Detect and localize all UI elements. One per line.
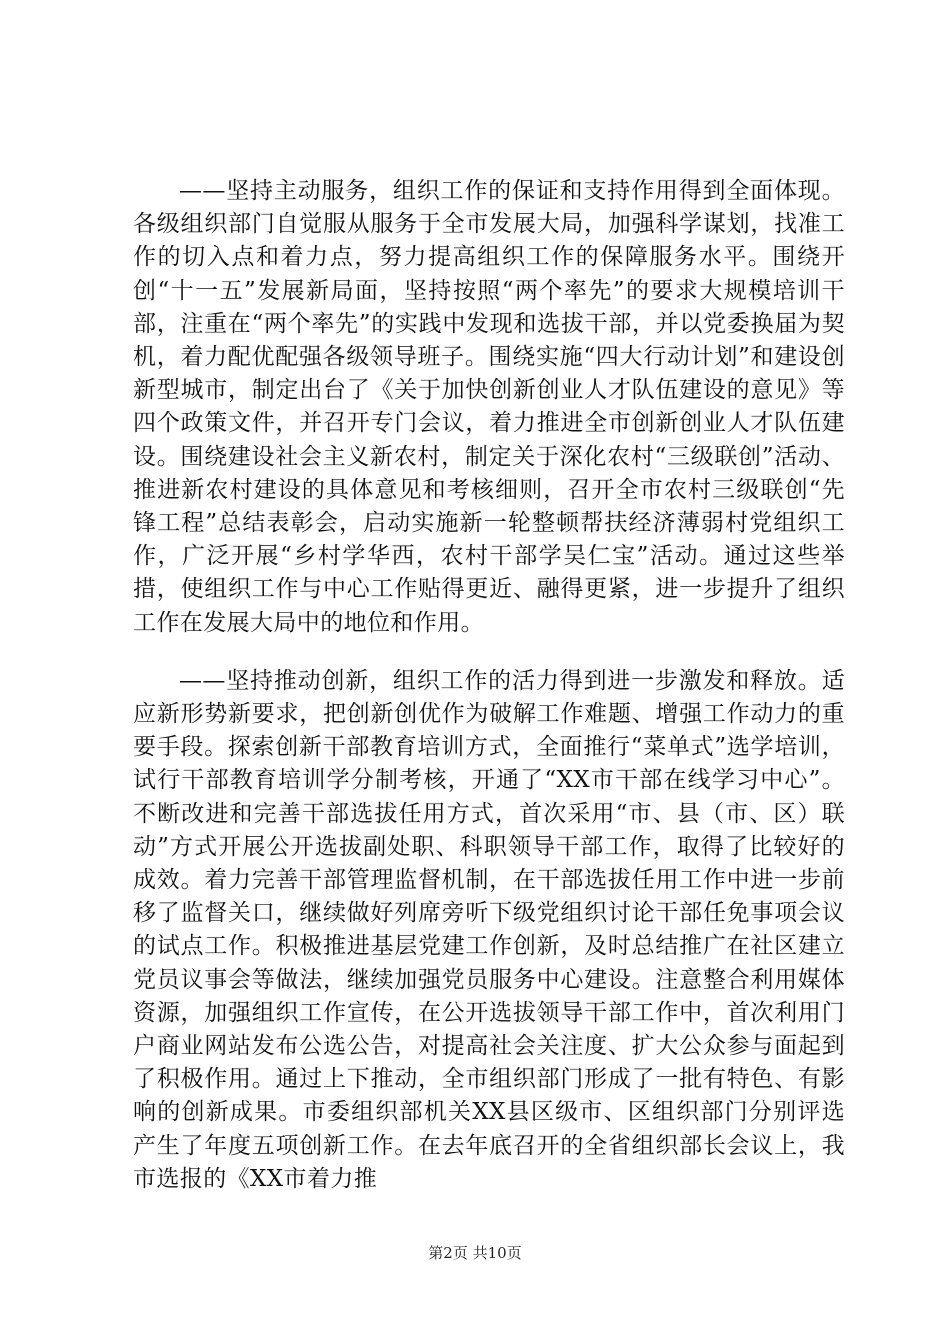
page-number-footer: 第2页 共10页: [428, 1244, 522, 1262]
paragraph-active-service: ——坚持主动服务，组织工作的保证和支持作用得到全面体现。各级组织部门自觉服从服务于全市发展大局，加强科学谋划，找准工作的切入点和着力点，努力提高组织工作的保障服务水平。围绕开创“十一五”发展新局面，坚持按照“两个率先”的要求大规模培训干部，注重在“两个率先”的实践中发现和选拔干部，并以党委换届为契机，着力配优配强各级领导班子。围绕实施“四大行动计划”和建设创新型城市，制定出台了《关于加快创新创业人才队伍建设的意见》等四个政策文件，并召开专门会议，着力推进全市创新创业人才队伍建设。围绕建设社会主义新农村，制定关于深化农村“三级联创”活动、推进新农村建设的具体意见和考核细则，召开全市农村三级联创“先锋工程”总结表彰会，启动实施新一轮整顿帮扶经济薄弱村党组织工作，广泛开展“乡村学华西，农村干部学吴仁宝”活动。通过这些举措，使组织工作与中心工作贴得更近、融得更紧，进一步提升了组织工作在发展大局中的地位和作用。: [133, 178, 845, 636]
paragraph-promote-innovation: ——坚持推动创新，组织工作的活力得到进一步激发和释放。适应新形势新要求，把创新创优作为破解工作难题、增强工作动力的重要手段。探索创新干部教育培训方式，全面推行“菜单式”选学培训，试行干部教育培训学分制考核，开通了“XX市干部在线学习中心”。不断改进和完善干部选拔任用方式，首次采用“市、县（市、区）联动”方式开展公开选拔副处职、科职领导干部工作，取得了比较好的成效。着力完善干部管理监督机制，在干部选拔任用工作中进一步前移了监督关口，继续做好列席旁听下级党组织讨论干部任免事项会议的试点工作。积极推进基层党建工作创新，及时总结推广在社区建立党员议事会等做法，继续加强党员服务中心建设。注意整合利用媒体资源，加强组织工作宣传，在公开选拔领导干部工作中，首次利用门户商业网站发布公选公告，对提高社会关注度、扩大公众参与面起到了积极作用。通过上下推动，全市组织部门形成了一批有特色、有影响的创新成果。市委组织部机关XX县区级市、区组织部门分别评选产生了年度五项创新工作。在去年底召开的全省组织部长会议上，我市选报的《XX市着力推: [133, 667, 845, 1192]
document-body: [133, 175, 845, 1196]
